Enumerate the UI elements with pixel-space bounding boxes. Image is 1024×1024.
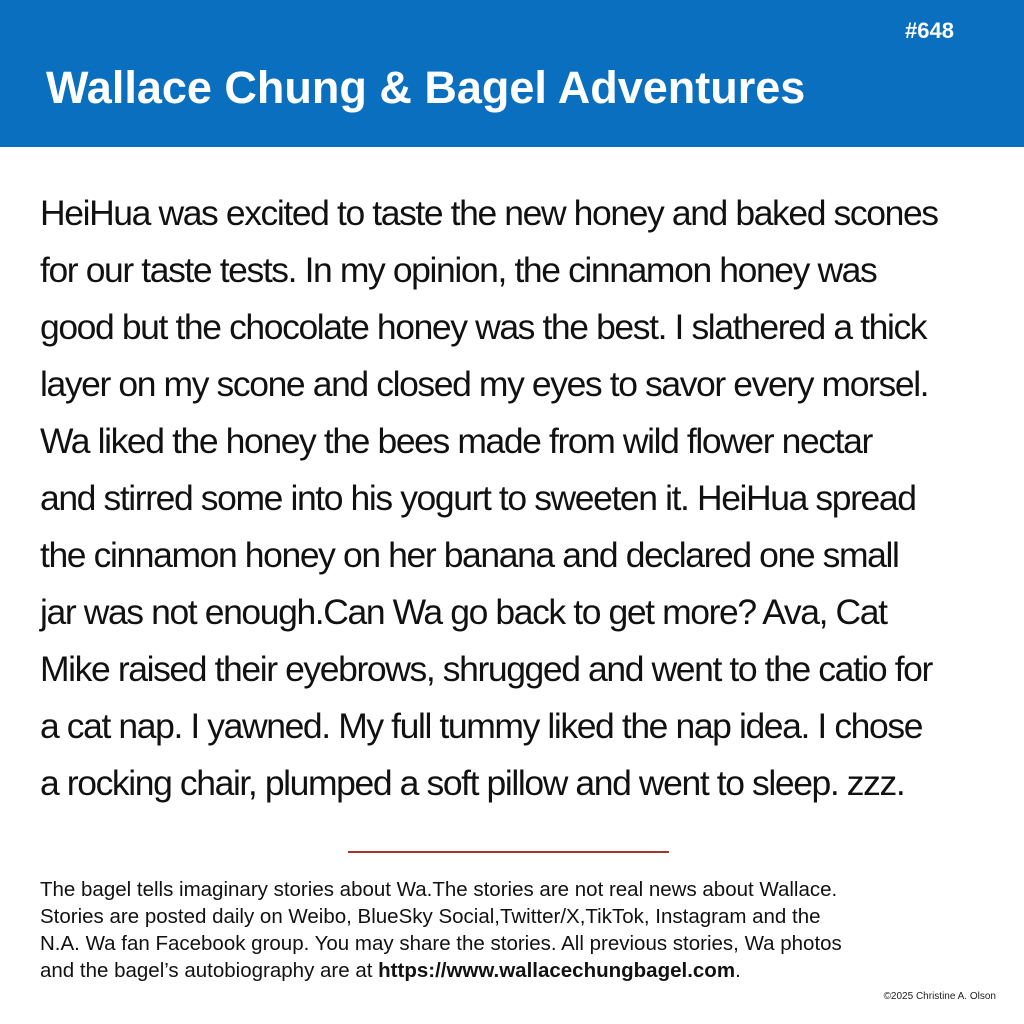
story-line: Mike raised their eyebrows, shrugged and went to the catio for <box>40 649 932 689</box>
story-text <box>40 185 1010 812</box>
page-title: Wallace Chung & Bagel Adventures <box>46 62 806 113</box>
disclaimer-line: Stories are posted daily on Weibo, BlueSky Social,Twitter/X,TikTok, Instagram and the <box>40 905 821 928</box>
story-line: the cinnamon honey on her banana and declared one small <box>40 535 899 575</box>
website-link[interactable]: https://www.wallacechungbagel.com <box>378 959 736 982</box>
story-line: layer on my scone and closed my eyes to savor every morsel. <box>40 364 929 404</box>
header-banner <box>0 0 1024 147</box>
story-line: for our taste tests. In my opinion, the cinnamon honey was <box>40 250 877 290</box>
disclaimer-line <box>40 957 1000 984</box>
story-line: jar was not enough.Can Wa go back to get more? Ava, Cat <box>40 592 887 632</box>
episode-number: #648 <box>905 18 954 43</box>
story-line: HeiHua was excited to taste the new honey and baked scones <box>40 193 938 233</box>
story-line: a rocking chair, plumped a soft pillow and went to sleep. zzz. <box>40 763 905 803</box>
disclaimer-prefix: and the bagel’s autobiography are at <box>40 959 379 982</box>
disclaimer-suffix: . <box>735 959 741 982</box>
story-line: a cat nap. I yawned. My full tummy liked the nap idea. I chose <box>40 706 923 746</box>
disclaimer-line: The bagel tells imaginary stories about Wa.The stories are not real news about Wallace. <box>40 878 838 901</box>
disclaimer-text <box>40 876 1000 984</box>
disclaimer-line: N.A. Wa fan Facebook group. You may share the stories. All previous stories, Wa photos <box>40 932 842 955</box>
story-line: good but the chocolate honey was the best. I slathered a thick <box>40 307 927 347</box>
section-divider <box>348 851 669 853</box>
story-line: Wa liked the honey the bees made from wild flower nectar <box>40 421 872 461</box>
story-line: and stirred some into his yogurt to sweeten it. HeiHua spread <box>40 478 916 518</box>
copyright-notice: ©2025 Christine A. Olson <box>883 991 996 1002</box>
